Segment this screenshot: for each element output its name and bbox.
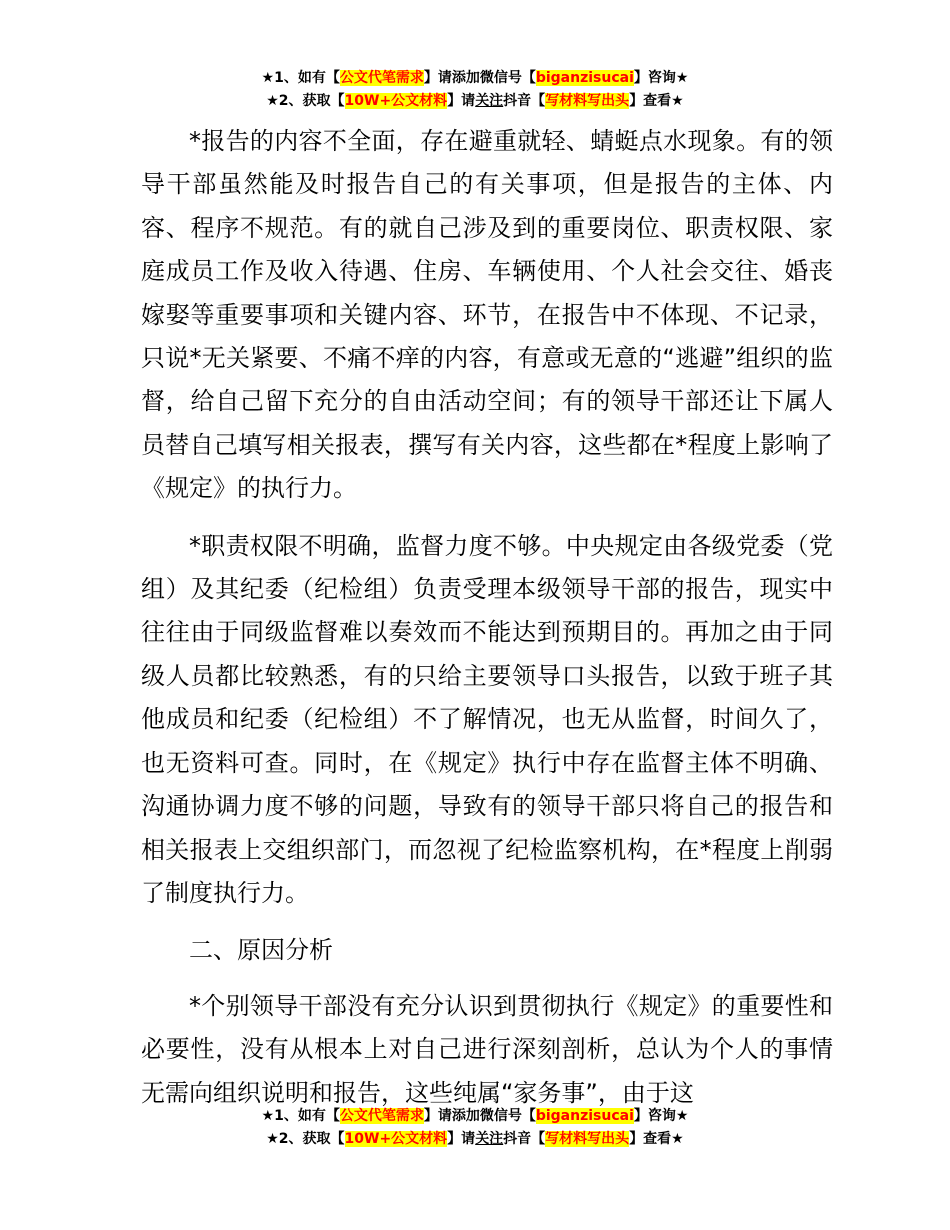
banner-underlined-text: 关注 [475,1131,504,1147]
banner-text: 】咨询★ [633,70,689,86]
banner-line-1 [0,67,950,90]
banner-highlight-douyin: 写材料写出头 [545,93,630,109]
section-heading: 二、原因分析 [189,936,333,965]
banner-text: 】查看★ [629,93,684,109]
banner-highlight-wechat-id: biganzisucai [535,70,634,86]
banner-highlight: 公文代笔需求 [339,70,424,86]
banner-highlight-douyin: 写材料写出头 [545,1131,630,1147]
header-banner [0,67,950,113]
banner-text: ★2、获取【 [266,93,345,109]
banner-highlight: 10W+公文材料 [344,93,448,109]
banner-underlined-text: 关注 [475,93,504,109]
banner-text: 抖音【 [503,1131,546,1147]
banner-text: 】请 [447,93,476,109]
banner-highlight: 10W+公文材料 [344,1131,448,1147]
banner-text: 】咨询★ [633,1108,689,1124]
paragraph-cause-analysis: *个别领导干部没有充分认识到贯彻执行《规定》的重要性和必要性，没有从根本上对自己进行深刻剖析，总认为个人的事情无需向组织说明和报告，这些纯属“家务事”，由于这 [141,991,833,1107]
banner-text: ★1、如有【 [261,1108,340,1124]
banner-highlight: 公文代笔需求 [339,1108,424,1124]
banner-text: 】请 [447,1131,476,1147]
banner-text: 抖音【 [503,93,546,109]
paragraph-responsibility: *职责权限不明确，监督力度不够。中央规定由各级党委（党组）及其纪委（纪检组）负责受理本级领导干部的报告，现实中往往由于同级监督难以奏效而不能达到预期目的。再加之由于同级人员都比较熟悉，有的只给主要领导口头报告，以致于班子其他成员和纪委（纪检组）不了解情况，也无从监督，时间久了，也无资料可查。同时，在《规定》执行中存在监督主体不明确、沟通协调力度不够的问题，导致有的领导干部只将自己的报告和相关报表上交组织部门，而忽视了纪检监察机构，在*程度上削弱了制度执行力。 [141,531,833,907]
banner-text: 】请添加微信号【 [423,1108,536,1124]
banner-text: ★2、获取【 [266,1131,345,1147]
banner-text: 】请添加微信号【 [423,70,536,86]
banner-line-2 [0,90,950,113]
banner-text: 】查看★ [629,1131,684,1147]
document-body [141,120,833,1129]
banner-text: ★1、如有【 [261,70,340,86]
banner-line-1 [0,1105,950,1128]
paragraph-report-content: *报告的内容不全面，存在避重就轻、蜻蜓点水现象。有的领导干部虽然能及时报告自己的有关事项，但是报告的主体、内容、程序不规范。有的就自己涉及到的重要岗位、职责权限、家庭成员工作及收入待遇、住房、车辆使用、个人社会交往、婚丧嫁娶等重要事项和关键内容、环节，在报告中不体现、不记录，只说*无关紧要、不痛不痒的内容，有意或无意的“逃避”组织的监督，给自己留下充分的自由活动空间；有的领导干部还让下属人员替自己填写相关报表，撰写有关内容，这些都在*程度上影响了《规定》的执行力。 [141,127,833,503]
banner-line-2 [0,1128,950,1151]
footer-banner [0,1105,950,1151]
banner-highlight-wechat-id: biganzisucai [535,1108,634,1124]
